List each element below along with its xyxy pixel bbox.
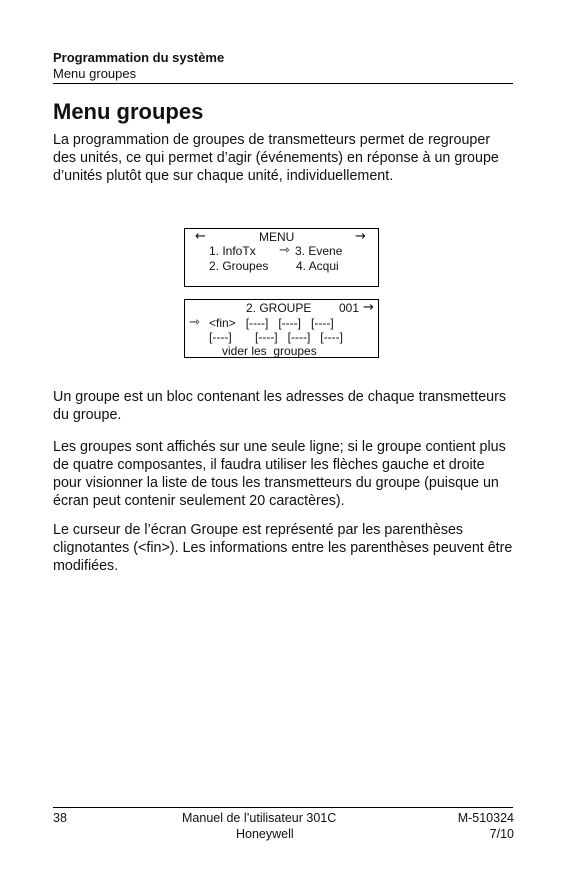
group-row-1: <fin> [----] [----] [----] <box>209 316 334 330</box>
page-header-title: Programmation du système <box>53 50 225 65</box>
cursor-arrow-icon: ⇾ <box>189 315 200 330</box>
section-title: Menu groupes <box>53 99 204 124</box>
menu-item-acqui: 4. Acqui <box>296 259 339 273</box>
page-header-subtitle: Menu groupes <box>53 66 137 81</box>
arrow-right-icon: → <box>363 300 374 315</box>
header-divider <box>53 83 513 84</box>
footer-page-number: 38 <box>53 811 67 825</box>
arrow-right-icon: → <box>355 229 366 244</box>
menu-item-groupes: 2. Groupes <box>209 259 269 273</box>
menu-lcd-screen <box>184 228 379 287</box>
group-screen-number: 001 <box>339 301 360 315</box>
group-row-2: [----] [----] [----] [----] <box>209 330 343 344</box>
menu-item-evene: 3. Evene <box>295 244 343 258</box>
group-screen-title: 2. GROUPE <box>246 301 312 315</box>
footer-company: Honeywell <box>236 827 294 841</box>
footer-divider <box>53 807 513 808</box>
arrow-left-icon: ← <box>195 229 206 244</box>
selection-arrow-icon: ⇾ <box>279 243 290 258</box>
menu-screen-title: MENU <box>259 230 295 244</box>
intro-paragraph: La programmation de groupes de transmetteurs permet de regrouper des unités, ce qui permet d’agir (événements) en réponse à un groupe d’unités plutôt que sur chaque unité, individuellement. <box>53 132 499 184</box>
clear-groups-option: vider les groupes <box>222 344 317 358</box>
footer-manual-title: Manuel de l’utilisateur 301C <box>182 811 337 825</box>
paragraph-cursor: Le curseur de l’écran Groupe est représenté par les parenthèses clignotantes (<fin>). Les informations entre les parenthèses peuvent être modifiées. <box>53 522 513 574</box>
group-lcd-screen <box>184 299 379 358</box>
paragraph-group-display: Les groupes sont affichés sur une seule ligne; si le groupe contient plus de quatre composantes, il faudra utiliser les flèches gauche et droite pour visionner la liste de tous les transmetteurs du groupe (puisque un écran peut contenir seulement 20 caractères). <box>53 439 506 509</box>
footer-revision: 7/10 <box>489 827 514 841</box>
paragraph-group-definition: Un groupe est un bloc contenant les adresses de chaque transmetteurs du groupe. <box>53 389 507 423</box>
menu-item-infotx: 1. InfoTx <box>209 244 256 258</box>
footer-doc-number: M-510324 <box>457 811 514 825</box>
